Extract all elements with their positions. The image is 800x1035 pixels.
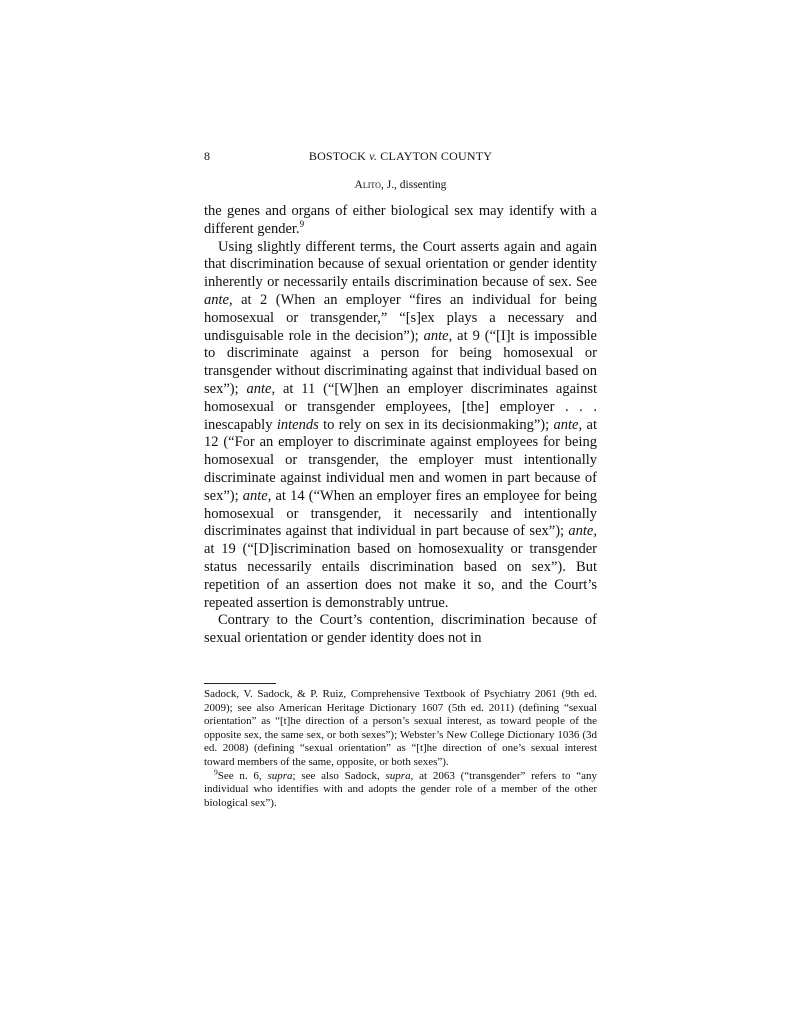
ante-citation-4: ante xyxy=(553,416,579,433)
p2-segment-6: , at 12 (“For an employer to discriminate against employees for being homosexual or transgender, the employer must intentionally discriminate against individual men and women in part because of sex”); xyxy=(204,416,597,504)
page-number: 8 xyxy=(204,149,210,163)
footnote-9-number: 9 xyxy=(214,766,218,776)
footnote-9 xyxy=(204,766,597,811)
p2-segment-1: Using slightly different terms, the Court asserts again and again that discrimination because of sexual orientation or gender identity inherently or necessarily entails discrimination because of sex. See xyxy=(204,238,597,291)
footnote-ref-9: 9 xyxy=(299,218,305,229)
case-title-versus: v. xyxy=(369,149,378,163)
paragraph-1-text: the genes and organs of either biological sex may identify with a different gender. xyxy=(204,203,597,237)
p2-segment-8: , at 19 (“[D]iscrimination based on homosexuality or transgender status necessarily entails discrimination based on sex”). But repetition of an assertion does not make it so, and the Court’s repeated assertion is demonstrably untrue. xyxy=(204,523,597,611)
p2-segment-3: , at 9 (“[I]t is impossible to discriminate against a person for being homosexual or transgender without discriminating against that individual based on sex”); xyxy=(204,327,597,397)
ante-citation-6: ante xyxy=(568,523,594,540)
ante-citation-3: ante xyxy=(246,380,272,397)
p2-segment-5: to rely on sex in its decisionmaking”); xyxy=(318,416,554,433)
author-name: Alito xyxy=(354,179,381,191)
p2-segment-2: , at 2 (When an employer “fires an individual for being homosexual or transgender,” “[s]ex plays a necessary and undisguisable role in the decision”); xyxy=(204,291,597,344)
p2-segment-7: , at 14 (“When an employer fires an employee for being homosexual or transgender, it necessarily and intentionally discriminates against that individual in part because of sex”); xyxy=(204,487,597,540)
intends-emphasis: intends xyxy=(276,416,319,433)
supra-citation-2: supra xyxy=(385,769,411,782)
ante-citation-5: ante xyxy=(242,487,268,504)
p2-segment-4: , at 11 (“[W]hen an employer discriminates against homosexual or transgender employees, [the] employer . . . inescapably xyxy=(204,380,597,433)
opinion-body xyxy=(204,203,597,648)
author-suffix: , J., dissenting xyxy=(380,179,447,191)
opinion-author-line xyxy=(204,179,597,191)
ante-citation-1: ante xyxy=(204,291,229,308)
footnotes xyxy=(204,688,597,810)
footnote-9-text-1: See n. 6, xyxy=(217,769,268,782)
ante-citation-2: ante xyxy=(423,327,449,344)
running-head-case-title xyxy=(204,149,597,164)
paragraph-1 xyxy=(204,203,597,239)
footnote-continued: Sadock, V. Sadock, & P. Ruiz, Comprehensive Textbook of Psychiatry 2061 (9th ed. 2009); see also American Heritage Dictionary 1607 (5th ed. 2011) (defining “sexual orientation” as “[t]he direction of a person’s sexual interest, as toward people of the opposite sex, the same sex, or both sexes”); Webster’s New College Dictionary 1036 (3d ed. 2008) (defining “sexual orientation” as “[t]he direction of one’s sexual interest toward members of the same, opposite, or both sexes”). xyxy=(204,688,597,768)
footnote-9-text-2: ; see also Sadock, xyxy=(292,769,386,782)
paragraph-2 xyxy=(204,239,597,613)
paragraph-3: Contrary to the Court’s contention, discrimination because of sexual orientation or gender identity does not in xyxy=(204,612,597,647)
supra-citation-1: supra xyxy=(267,769,293,782)
footnote-9-text-3: , at 2063 (“transgender” refers to “any individual who identifies with and adopts the gender role of a member of the other biological sex”). xyxy=(204,769,597,809)
case-title-part1: BOSTOCK xyxy=(308,149,370,163)
footnote-divider xyxy=(204,683,276,684)
case-title-part2: CLAYTON COUNTY xyxy=(377,149,493,163)
